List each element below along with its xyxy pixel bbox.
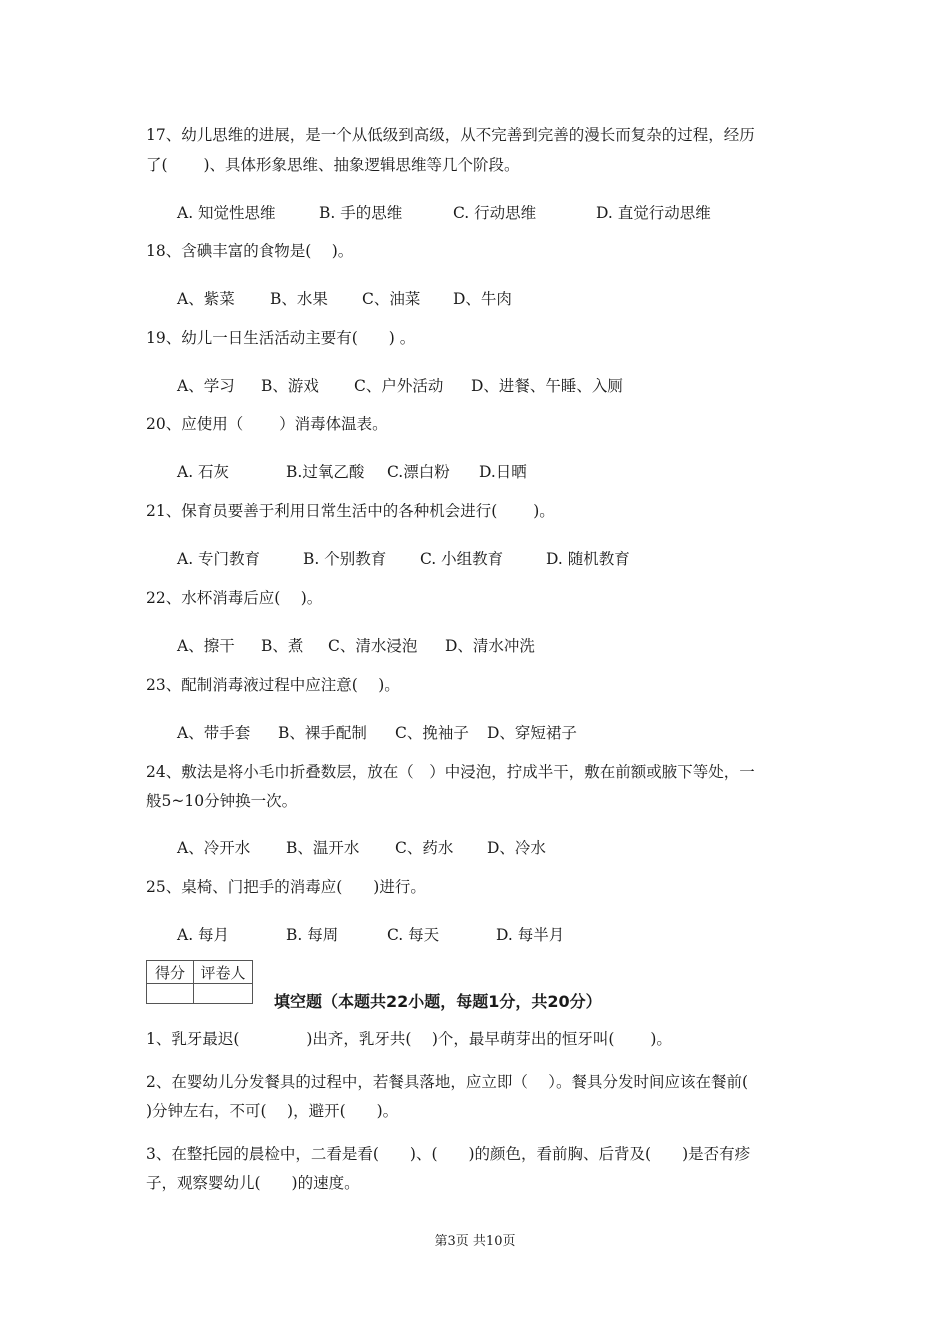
options-row xyxy=(0,287,950,308)
option-d: D、穿短裙子 xyxy=(487,724,577,742)
question-text: 子，观察婴幼儿( )的速度。 xyxy=(146,1174,360,1192)
question-text: 20、应使用（ ）消毒体温表。 xyxy=(146,415,388,433)
question-text: 了( )、具体形象思维、抽象逻辑思维等几个阶段。 xyxy=(146,156,520,174)
options-row xyxy=(0,634,950,655)
option-b: B. 手的思维 xyxy=(319,204,403,222)
option-a: A、擦干 xyxy=(177,637,235,655)
question-text: 2、在婴幼儿分发餐具的过程中，若餐具落地，应立即（ ）。餐具分发时间应该在餐前( xyxy=(146,1073,749,1091)
question-text: 般5~10分钟换一次。 xyxy=(146,792,298,810)
option-d: D、冷水 xyxy=(487,839,546,857)
question-text: 3、在整托园的晨检中，二看是看( )、( )的颜色，看前胸、后背及( )是否有疹 xyxy=(146,1145,751,1163)
section-title: 填空题（本题共22小题，每题1分，共20分） xyxy=(274,992,602,1011)
question-text: 19、幼儿一日生活活动主要有( ) 。 xyxy=(146,329,416,347)
question-text: 17、幼儿思维的进展，是一个从低级到高级，从不完善到完善的漫长而复杂的过程，经历 xyxy=(146,126,755,144)
option-a: A. 专门教育 xyxy=(177,550,261,568)
option-d: D. 每半月 xyxy=(496,926,565,944)
option-c: C. 每天 xyxy=(387,926,440,944)
option-c: C、挽袖子 xyxy=(395,724,469,742)
option-b: B、游戏 xyxy=(261,377,319,395)
option-a: A. 石灰 xyxy=(177,463,230,481)
option-d: D、牛肉 xyxy=(453,290,512,308)
question-text: 25、桌椅、门把手的消毒应( )进行。 xyxy=(146,878,426,896)
question-text: 1、乳牙最迟( )出齐，乳牙共( )个，最早萌芽出的恒牙叫( )。 xyxy=(146,1030,672,1048)
question-text: 22、水杯消毒后应( )。 xyxy=(146,589,323,607)
question-text: 24、敷法是将小毛巾折叠数层，放在（ ）中浸泡，拧成半干，敷在前额或腋下等处，一 xyxy=(146,763,755,781)
option-c: C. 小组教育 xyxy=(420,550,504,568)
option-b: B、裸手配制 xyxy=(278,724,367,742)
question-text: 18、含碘丰富的食物是( )。 xyxy=(146,242,354,260)
option-c: C、药水 xyxy=(395,839,454,857)
option-c: C、清水浸泡 xyxy=(328,637,418,655)
option-c: C、户外活动 xyxy=(354,377,444,395)
option-a: A、冷开水 xyxy=(177,839,251,857)
options-row xyxy=(0,374,950,395)
option-d: D、清水冲洗 xyxy=(445,637,535,655)
options-row xyxy=(0,836,950,857)
option-a: A、学习 xyxy=(177,377,235,395)
question-text: 23、配制消毒液过程中应注意( )。 xyxy=(146,676,400,694)
option-c: C.漂白粉 xyxy=(387,463,450,481)
options-row xyxy=(0,547,950,568)
option-c: C. 行动思维 xyxy=(453,204,537,222)
grader-header: 评卷人 xyxy=(194,961,253,984)
options-row xyxy=(0,721,950,742)
option-d: D、进餐、午睡、入厕 xyxy=(471,377,623,395)
page-footer: 第3页 共10页 xyxy=(434,1234,516,1249)
score-table xyxy=(146,960,253,1004)
score-header: 得分 xyxy=(147,961,194,984)
options-row xyxy=(0,201,950,222)
options-row xyxy=(0,923,950,944)
option-d: D.日晒 xyxy=(479,463,527,481)
option-b: B. 每周 xyxy=(286,926,339,944)
option-a: A、紫菜 xyxy=(177,290,235,308)
option-b: B、温开水 xyxy=(286,839,360,857)
option-a: A、带手套 xyxy=(177,724,251,742)
option-b: B.过氧乙酸 xyxy=(286,463,365,481)
question-text: )分钟左右，不可( )，避开( )。 xyxy=(146,1102,399,1120)
question-text: 21、保育员要善于利用日常生活中的各种机会进行( )。 xyxy=(146,502,555,520)
option-a: A. 每月 xyxy=(177,926,230,944)
option-b: B、水果 xyxy=(270,290,328,308)
grader-cell xyxy=(194,984,253,1004)
option-b: B. 个别教育 xyxy=(303,550,387,568)
option-b: B、煮 xyxy=(261,637,304,655)
option-d: D. 直觉行动思维 xyxy=(596,204,711,222)
option-c: C、油菜 xyxy=(362,290,421,308)
option-d: D. 随机教育 xyxy=(546,550,630,568)
option-a: A. 知觉性思维 xyxy=(177,204,276,222)
score-cell xyxy=(147,984,194,1004)
options-row xyxy=(0,460,950,481)
